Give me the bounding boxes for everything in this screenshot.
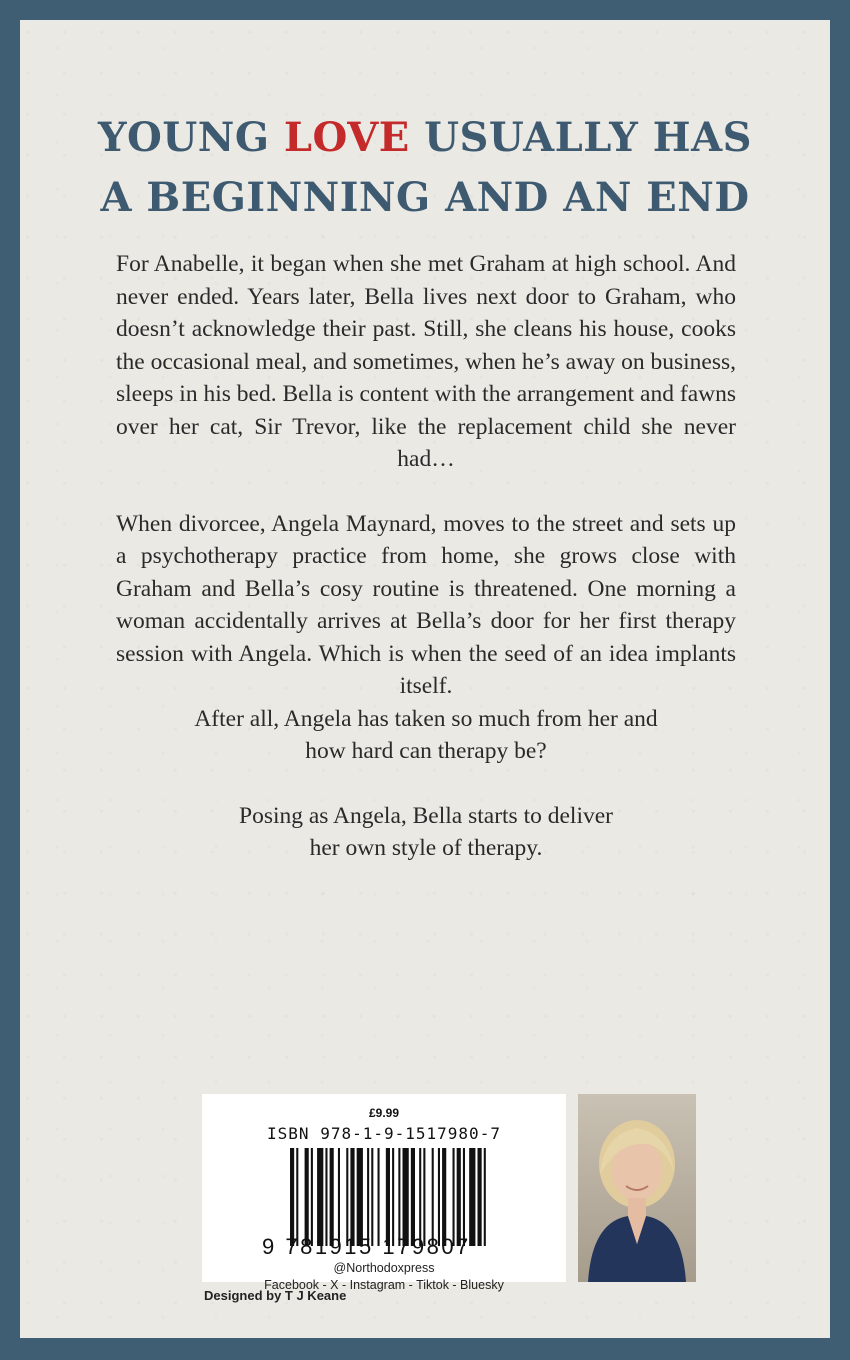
blurb-paragraph-4-line-2: her own style of therapy. <box>309 835 543 861</box>
barcode-bars <box>290 1148 490 1246</box>
barcode-bar <box>311 1148 313 1246</box>
headline-text: YOUNG <box>97 114 284 161</box>
barcode-bar <box>371 1148 373 1246</box>
headline-love: LOVE <box>283 114 410 161</box>
barcode-bar <box>357 1148 363 1246</box>
headline-line-1 <box>20 108 830 168</box>
headline <box>20 108 830 228</box>
blurb-paragraph-2: When divorcee, Angela Maynard, moves to the street and sets up a psychotherapy practice from home, she grows close with Graham and Bella’s cosy routine is threatened. One morning a woman accidentally arrives at Bella’s door for her first therapy session with Angela. Which is when the seed of an idea implants itself. <box>116 510 736 699</box>
barcode-bar <box>350 1148 354 1246</box>
barcode-digits: 9 781915 179807 <box>262 1234 471 1259</box>
barcode-bar <box>305 1148 309 1246</box>
blurb-paragraph-1: For Anabelle, it began when she met Graham at high school. And never ended. Years later, Bella lives next door to Graham, who doesn’t acknowledge their past. Still, she cleans his house, cooks the occasional meal, and sometimes, when he’s away on business, sleeps in his bed. Bella is content with the arrangement and fawns over her cat, Sir Trevor, like the replacement child she never had… <box>116 251 736 472</box>
barcode-bar <box>367 1148 369 1246</box>
barcode-bar <box>453 1148 455 1246</box>
barcode-bar <box>398 1148 400 1246</box>
price: £9.99 <box>368 1106 400 1120</box>
headline-text: USUALLY HAS <box>409 114 752 161</box>
barcode-bar <box>411 1148 415 1246</box>
barcode-bar <box>325 1148 327 1246</box>
barcode-bar <box>438 1148 440 1246</box>
barcode-bar <box>346 1148 348 1246</box>
back-cover <box>20 20 830 1338</box>
isbn-text: ISBN 978-1-9-1517980-7 <box>267 1124 501 1143</box>
blurb <box>116 248 736 865</box>
barcode-bar <box>338 1148 340 1246</box>
blurb-paragraph-3-line-1: After all, Angela has taken so much from her and <box>194 705 658 732</box>
barcode-bar <box>478 1148 482 1246</box>
barcode-bar <box>484 1148 486 1246</box>
designer-credit: Designed by T J Keane <box>204 1288 347 1303</box>
barcode-bar <box>442 1148 446 1246</box>
barcode-bar <box>317 1148 323 1246</box>
barcode-bar <box>330 1148 334 1246</box>
barcode-bar <box>463 1148 465 1246</box>
barcode-bar <box>469 1148 475 1246</box>
author-photo <box>578 1094 696 1282</box>
barcode-bar <box>392 1148 394 1246</box>
barcode-panel <box>202 1094 566 1282</box>
social-platforms: Facebook - X - Instagram - Tiktok - Bluesky <box>264 1278 504 1292</box>
headline-line-2: A BEGINNING AND AN END <box>100 174 750 221</box>
barcode-bar <box>432 1148 434 1246</box>
barcode-bar <box>403 1148 409 1246</box>
barcode-bar <box>378 1148 380 1246</box>
barcode-bar <box>386 1148 390 1246</box>
social-handle: @Northodoxpress <box>333 1261 435 1275</box>
barcode-bar <box>419 1148 421 1246</box>
blurb-paragraph-4-line-1: Posing as Angela, Bella starts to deliver <box>239 802 613 829</box>
barcode-bar <box>423 1148 425 1246</box>
barcode-bar <box>296 1148 298 1246</box>
blurb-paragraph-3-line-2: how hard can therapy be? <box>305 738 547 764</box>
barcode-bar <box>290 1148 294 1246</box>
barcode-bar <box>457 1148 461 1246</box>
